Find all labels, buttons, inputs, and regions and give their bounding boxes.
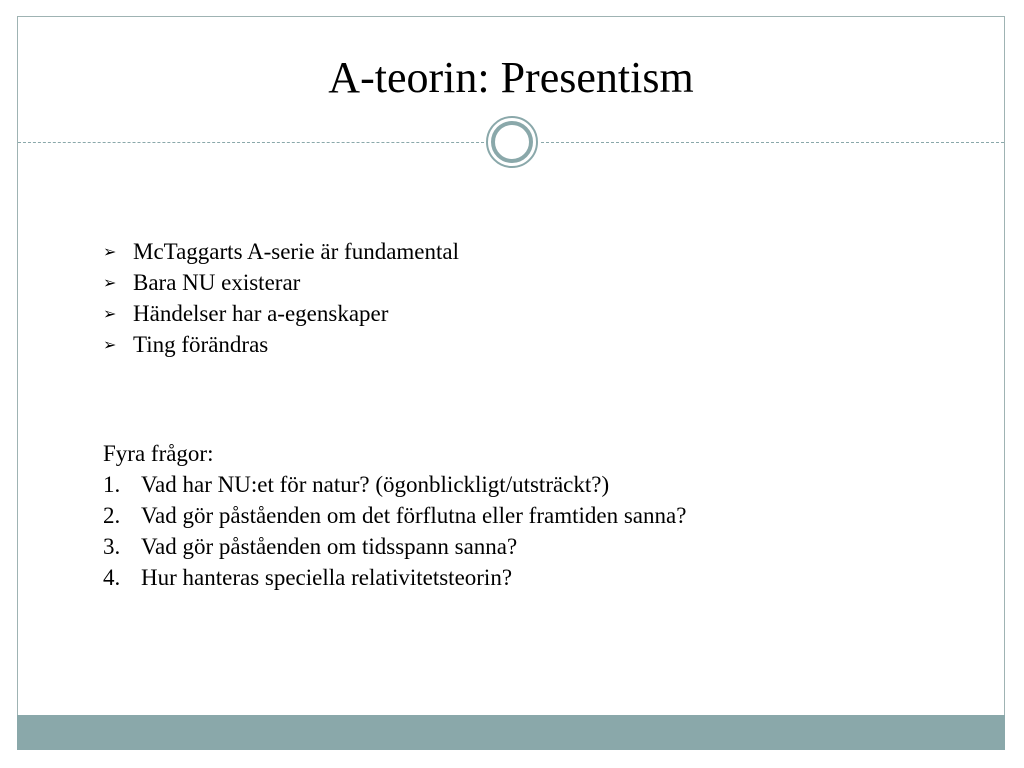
bullet-item — [103, 267, 459, 298]
bullet-item — [103, 236, 459, 267]
footer-bar — [17, 715, 1005, 750]
questions-intro: Fyra frågor: — [103, 441, 214, 466]
question-text: Vad gör påståenden om tidsspann sanna? — [141, 534, 518, 559]
arrow-bullet-icon: ➢ — [103, 304, 117, 323]
slide-title: A-teorin: Presentism — [328, 53, 694, 102]
question-number: 1. — [103, 472, 121, 497]
question-item — [103, 562, 686, 593]
bullet-text: Ting förändras — [133, 332, 269, 357]
question-number: 4. — [103, 565, 121, 590]
title-divider-right — [541, 142, 1004, 143]
bullet-item — [103, 298, 459, 329]
circle-ornament-icon — [485, 115, 539, 169]
arrow-bullet-icon: ➢ — [103, 273, 117, 292]
question-item — [103, 531, 686, 562]
questions-list — [103, 469, 686, 593]
question-item — [103, 500, 686, 531]
arrow-bullet-icon: ➢ — [103, 242, 117, 261]
question-text: Hur hanteras speciella relativitetsteorin? — [141, 565, 513, 590]
bullet-text: Bara NU existerar — [133, 270, 301, 295]
questions-section — [103, 438, 686, 593]
title-divider-left — [18, 142, 484, 143]
bullet-list — [103, 236, 459, 360]
question-text: Vad gör påståenden om det förflutna eller framtiden sanna? — [141, 503, 687, 528]
question-text: Vad har NU:et för natur? (ögonblickligt/utsträckt?) — [141, 472, 610, 497]
question-number: 2. — [103, 503, 121, 528]
question-number: 3. — [103, 534, 121, 559]
arrow-bullet-icon: ➢ — [103, 335, 117, 354]
question-item — [103, 469, 686, 500]
bullet-text: McTaggarts A-serie är fundamental — [133, 239, 460, 264]
bullet-text: Händelser har a-egenskaper — [133, 301, 389, 326]
bullet-item — [103, 329, 459, 360]
